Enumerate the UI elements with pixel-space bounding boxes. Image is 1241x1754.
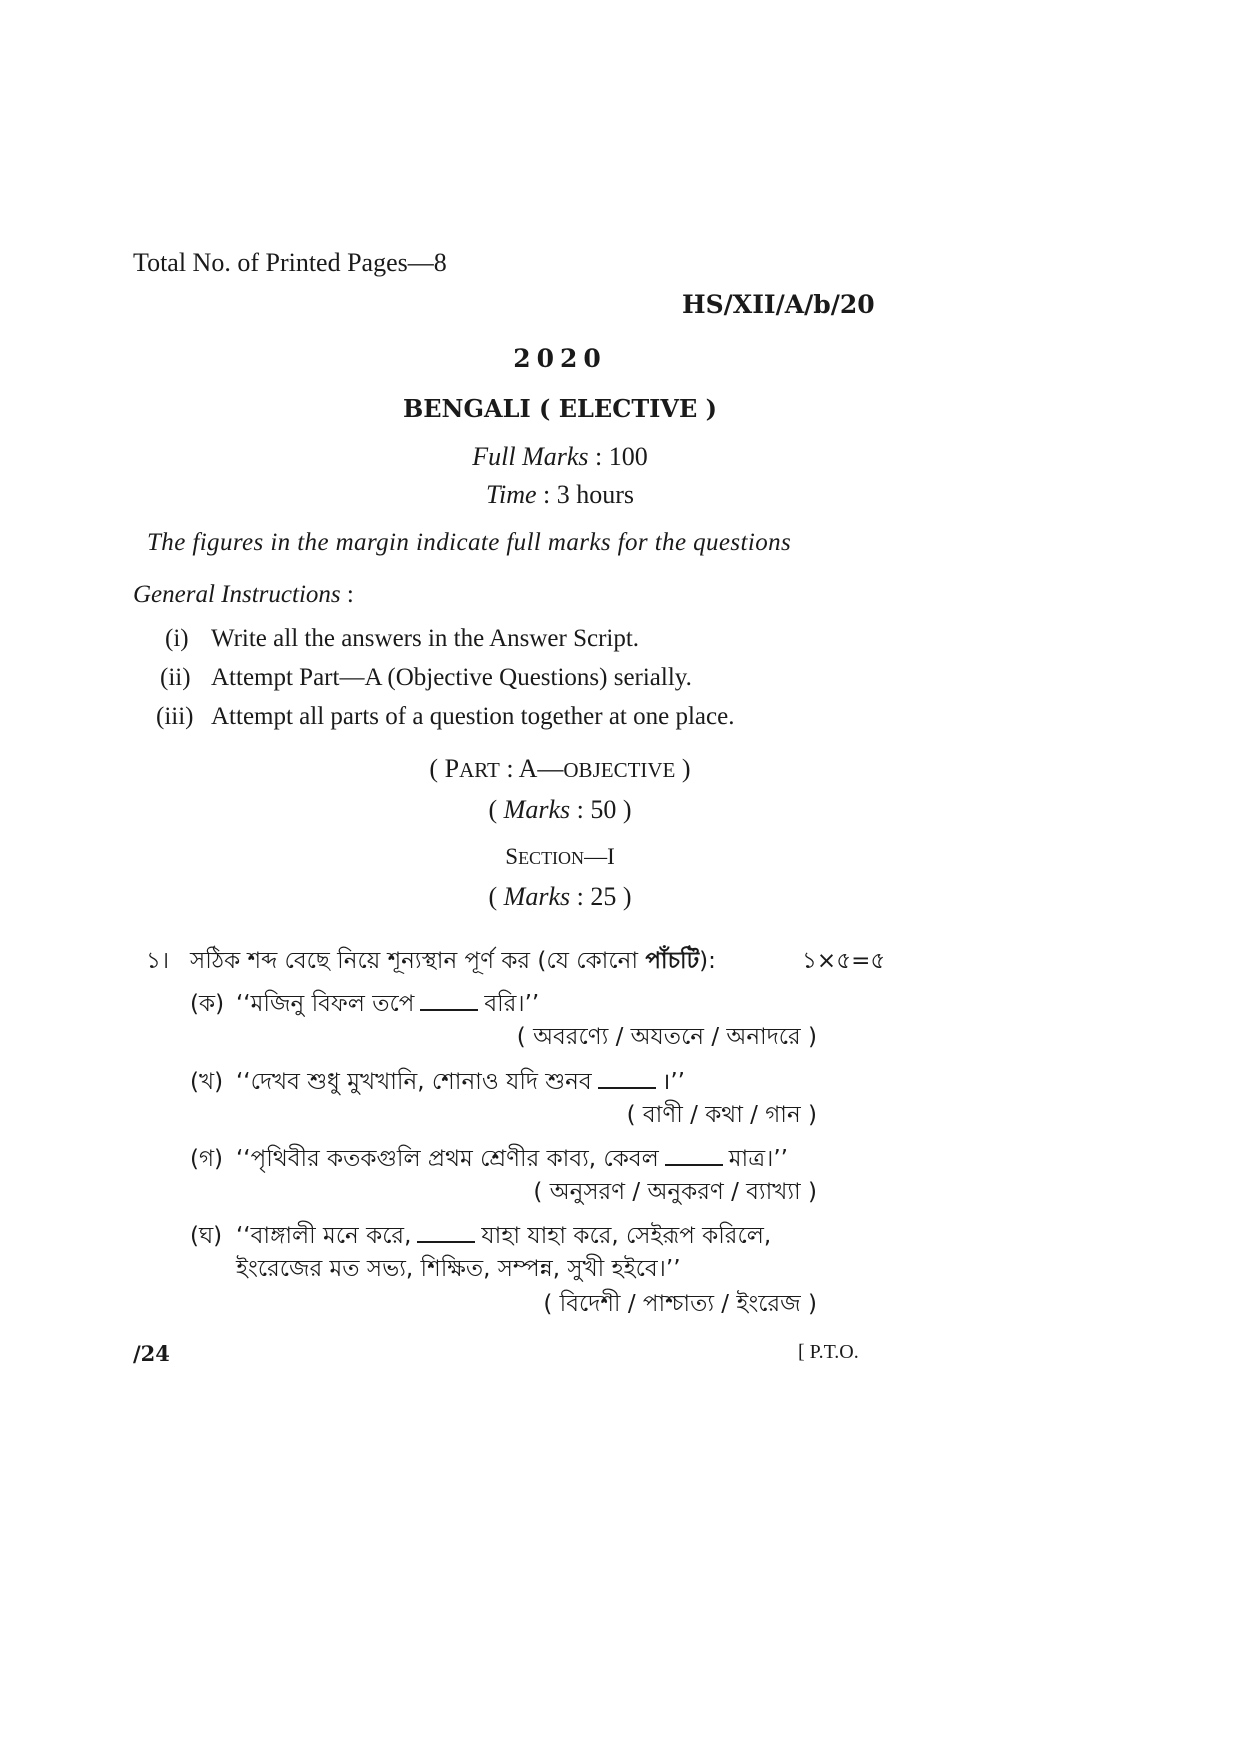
part-marks-open: ( <box>488 795 504 824</box>
item-options: ( অবরণ্যে / অযতনে / অনাদরে ) <box>516 1024 817 1050</box>
instruction-num: (iii) <box>156 703 194 730</box>
item-text-before: ‘‘পৃথিবীর কতকগুলি প্রথম শ্রেণীর কাব্য, কেবল <box>236 1146 659 1172</box>
instructions-title-text: General Instructions <box>133 581 341 608</box>
paper-code: HS/XII/A/b/20 <box>682 290 875 319</box>
item-label: (ক) <box>190 991 225 1017</box>
section-marks <box>0 882 1120 912</box>
instruction-num: (ii) <box>160 664 191 691</box>
answer-blank[interactable] <box>420 1009 478 1011</box>
part-marks-value: : 50 ) <box>570 795 632 824</box>
section-num: —I <box>584 844 615 869</box>
item-label: (গ) <box>190 1146 224 1172</box>
printed-pages-count: Total No. of Printed Pages—8 <box>133 248 447 277</box>
item-options: ( অনুসরণ / অনুকরণ / ব্যাখ্যা ) <box>533 1179 817 1205</box>
item-text-after: বরি।’’ <box>484 991 540 1017</box>
question-number: ১। <box>146 948 170 974</box>
part-p: P <box>444 754 460 783</box>
exam-time <box>0 480 1120 510</box>
part-rest: ART <box>459 758 500 782</box>
part-open: ( <box>429 754 445 783</box>
instruction-text: Write all the answers in the Answer Script. <box>211 625 640 652</box>
item-label: (খ) <box>190 1069 224 1095</box>
full-marks-label: Full Marks <box>472 442 589 471</box>
full-marks-value: : 100 <box>595 442 648 471</box>
full-marks <box>0 442 1120 472</box>
instructions-title <box>133 581 354 609</box>
question-marks: ১×৫=৫ <box>802 948 886 974</box>
time-label: Time <box>485 480 537 509</box>
instruction-num: (i) <box>165 625 189 652</box>
part-marks <box>0 795 1120 825</box>
question-text <box>190 942 716 981</box>
exam-year: 2020 <box>513 344 607 373</box>
item-text-after: ।’’ <box>661 1069 685 1095</box>
item-options: ( বাণী / কথা / গান ) <box>626 1102 817 1128</box>
part-heading <box>0 754 1120 784</box>
answer-blank[interactable] <box>417 1241 475 1243</box>
instruction-text: Attempt all parts of a question together at one place. <box>211 703 735 730</box>
section-heading <box>0 844 1120 870</box>
item-text-before: ‘‘দেখব শুধু মুখখানি, শোনাও যদি শুনব <box>236 1069 592 1095</box>
time-value: : 3 hours <box>543 480 635 509</box>
section-s: S <box>505 844 519 869</box>
margin-note: The figures in the margin indicate full marks for the questions <box>147 529 792 556</box>
footer-code: /24 <box>133 1341 170 1366</box>
question-text-bold: পাঁচটি <box>645 948 700 974</box>
item-text-after: মাত্র।’’ <box>728 1146 788 1172</box>
section-marks-open: ( <box>488 882 504 911</box>
question-text-main: সঠিক শব্দ বেছে নিয়ে শূন্যস্থান পূর্ণ কর (যে কোনো <box>190 948 638 974</box>
section-marks-value: : 25 ) <box>570 882 632 911</box>
part-objective: OBJECTIVE <box>563 758 676 782</box>
item-options: ( বিদেশী / পাশ্চাত্য / ইংরেজ ) <box>543 1291 817 1317</box>
item-text-before: ‘‘বাঙ্গালী মনে করে, <box>236 1223 412 1249</box>
item-text <box>236 1063 685 1102</box>
footer-pto: [ P.T.O. <box>798 1341 859 1363</box>
instructions-title-colon: : <box>346 581 354 608</box>
item-text-line2: ইংরেজের মত সভ্য, শিক্ষিত, সম্পন্ন, সুখী হইবে।’’ <box>236 1256 681 1282</box>
section-marks-label: Marks <box>503 882 571 911</box>
answer-blank[interactable] <box>665 1164 723 1166</box>
item-text-before: ‘‘মজিনু বিফল তপে <box>236 991 415 1017</box>
part-close: ) <box>675 754 691 783</box>
part-mid: : A— <box>499 754 564 783</box>
question-text-end: ): <box>699 948 716 974</box>
section-rest: ECTION <box>518 848 585 868</box>
item-label: (ঘ) <box>190 1223 223 1249</box>
part-marks-label: Marks <box>503 795 571 824</box>
item-text <box>236 985 539 1024</box>
instruction-text: Attempt Part—A (Objective Questions) serially. <box>211 664 692 691</box>
item-text-after: যাহা যাহা করে, সেইরূপ করিলে, <box>481 1223 772 1249</box>
subject-title: BENGALI ( ELECTIVE ) <box>402 394 718 423</box>
answer-blank[interactable] <box>598 1087 656 1089</box>
